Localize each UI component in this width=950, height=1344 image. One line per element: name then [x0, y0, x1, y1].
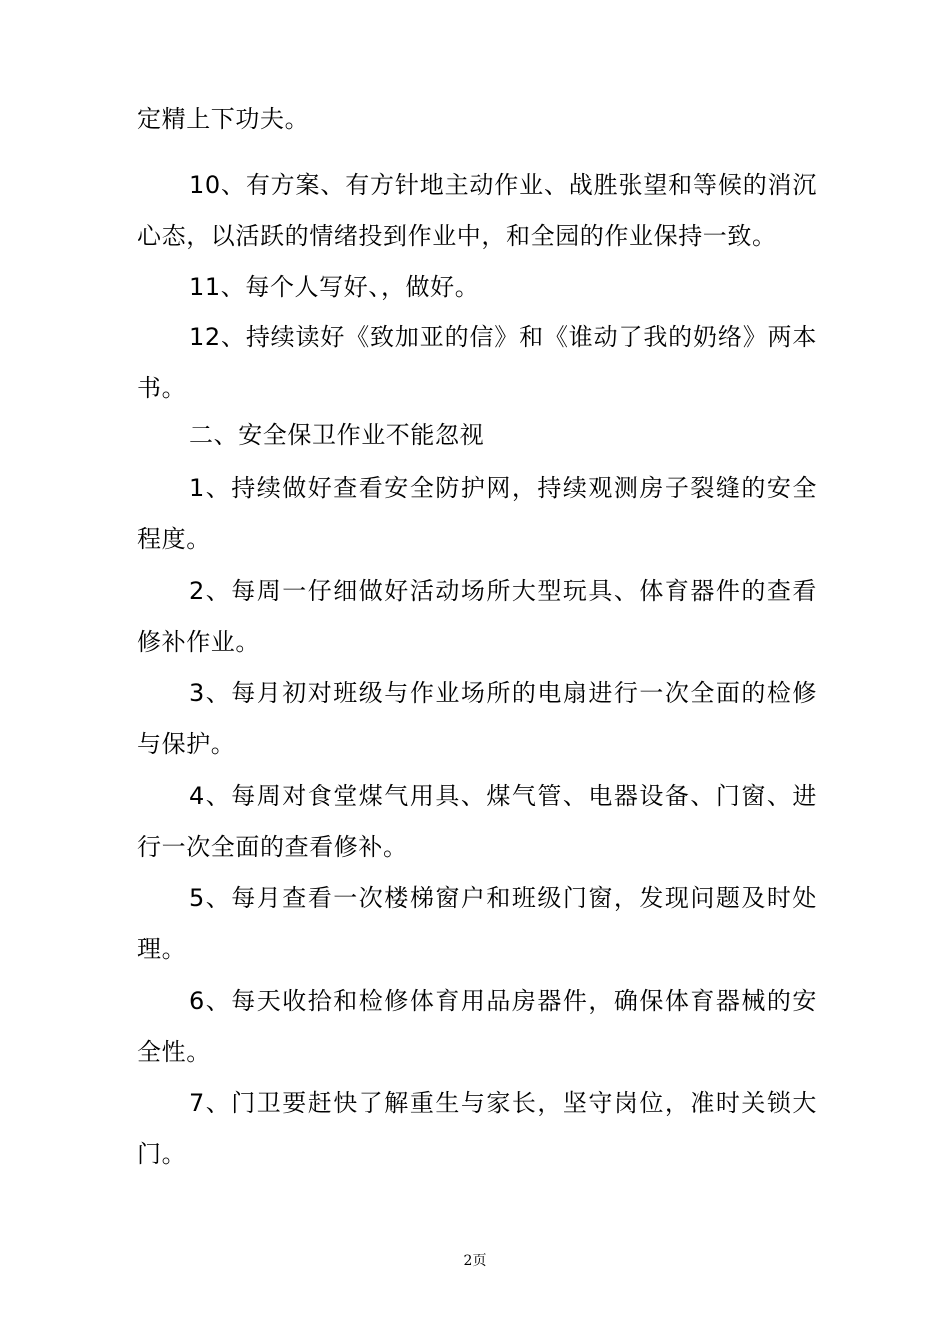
paragraph-safety-item-1: 1、持续做好查看安全防护网，持续观测房子裂缝的安全程度。: [137, 474, 817, 553]
paragraph-safety-item-7: 7、门卫要赶快了解重生与家长，坚守岗位，准时关锁大门。: [137, 1089, 817, 1168]
paragraph-item-12: 12、持续读好《致加亚的信》和《谁动了我的奶络》两本书。: [137, 323, 817, 402]
paragraph-safety-item-4: 4、每周对食堂煤气用具、煤气管、电器设备、门窗、进行一次全面的查看修补。: [137, 782, 817, 861]
page-number: 2页: [463, 1253, 487, 1269]
paragraph-item-10: 10、有方案、有方针地主动作业、战胜张望和等候的消沉心态，以活跃的情绪投到作业中，和全园的作业保持一致。: [137, 171, 817, 250]
paragraph-continuation: 定精上下功夫。: [137, 105, 310, 133]
paragraph-item-11: 11、每个人写好、，做好。: [189, 273, 480, 301]
paragraph-safety-item-5: 5、每月查看一次楼梯窗户和班级门窗，发现问题及时处理。: [137, 884, 817, 963]
section-heading-safety: 二、安全保卫作业不能忽视: [189, 421, 485, 449]
paragraph-safety-item-6: 6、每天收拾和检修体育用品房器件，确保体育器械的安全性。: [137, 987, 817, 1066]
paragraph-safety-item-3: 3、每月初对班级与作业场所的电扇进行一次全面的检修与保护。: [137, 679, 817, 758]
paragraph-safety-item-2: 2、每周一仔细做好活动场所大型玩具、体育器件的查看修补作业。: [137, 577, 817, 656]
